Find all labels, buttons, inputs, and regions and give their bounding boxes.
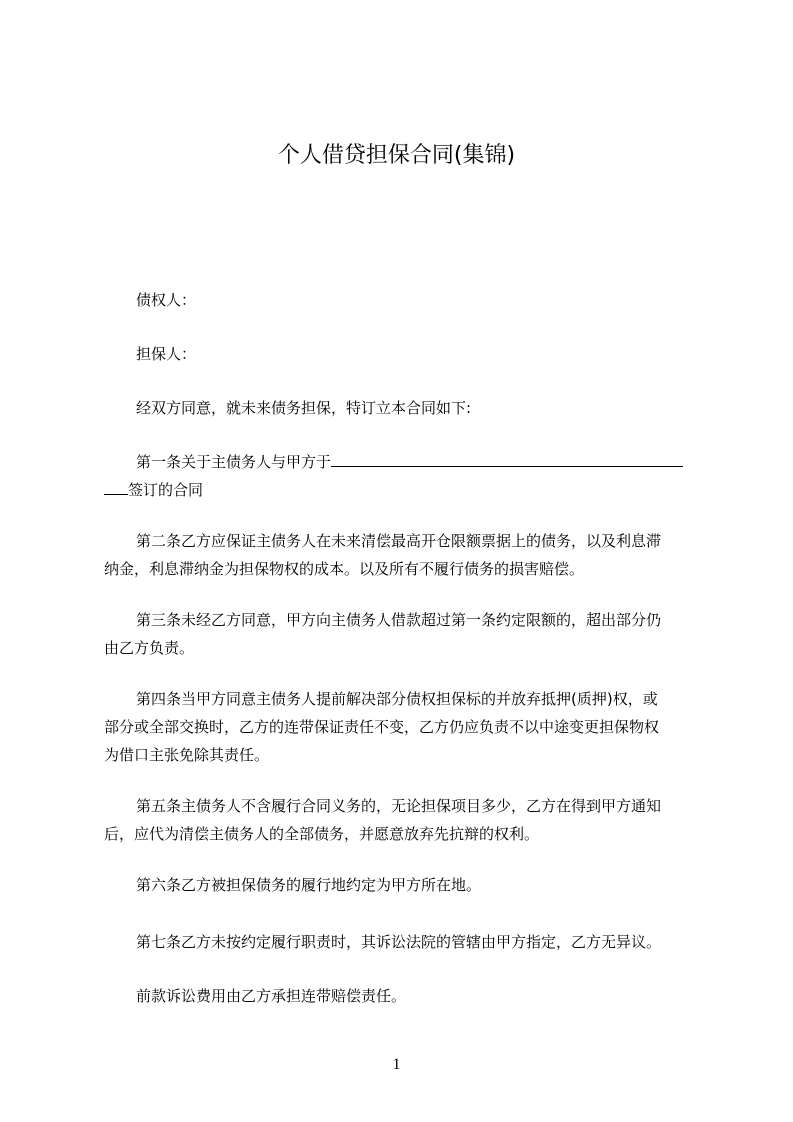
date-blank-field[interactable] bbox=[331, 450, 683, 467]
article-3-line-2: 由乙方负责。 bbox=[104, 639, 195, 657]
party-creditor: 债权人： bbox=[136, 291, 197, 309]
date-blank-field-continued[interactable] bbox=[104, 478, 128, 495]
party-guarantor: 担保人： bbox=[136, 345, 197, 363]
article-1-line-1 bbox=[104, 449, 736, 475]
article-3-line-1: 第三条未经乙方同意，甲方向主债务人借款超过第一条约定限额的，超出部分仍 bbox=[136, 611, 662, 629]
document-title: 个人借贷担保合同(集锦) bbox=[277, 143, 516, 168]
article-6: 第六条乙方被担保债务的履行地约定为甲方所在地。 bbox=[136, 876, 482, 894]
article-2-line-2: 纳金，利息滞纳金为担保物权的成本。以及所有不履行债务的损害赔偿。 bbox=[104, 560, 585, 578]
article-4-line-2: 部分或全部交换时，乙方的连带保证责任不变，乙方仍应负责不以中途变更担保物权 bbox=[104, 718, 660, 736]
article-5-line-2: 后，应代为清偿主债务人的全部债务，并愿意放弃先抗辩的权利。 bbox=[104, 825, 540, 843]
article-4-line-3: 为借口主张免除其责任。 bbox=[104, 746, 270, 764]
article-5-line-1: 第五条主债务人不含履行合同义务的，无论担保项目多少，乙方在得到甲方通知 bbox=[136, 797, 662, 815]
article-7-litigation-costs: 前款诉讼费用由乙方承担连带赔偿责任。 bbox=[136, 987, 407, 1005]
contract-intro: 经双方同意，就未来债务担保，特订立本合同如下: bbox=[136, 399, 472, 417]
article-7: 第七条乙方未按约定履行职责时，其诉讼法院的管辖由甲方指定，乙方无异议。 bbox=[136, 933, 662, 951]
page-number: 1 bbox=[392, 1056, 401, 1073]
article-4-line-1: 第四条当甲方同意主债务人提前解决部分债权担保标的并放弃抵押(质押)权，或 bbox=[136, 690, 658, 708]
article-1-text-end: 签订的合同 bbox=[128, 481, 204, 499]
article-2-line-1: 第二条乙方应保证主债务人在未来清偿最高开仓限额票据上的债务，以及利息滞 bbox=[136, 532, 662, 550]
article-1-text: 第一条关于主债务人与甲方于 bbox=[136, 453, 332, 471]
article-1-line-2 bbox=[104, 477, 704, 503]
